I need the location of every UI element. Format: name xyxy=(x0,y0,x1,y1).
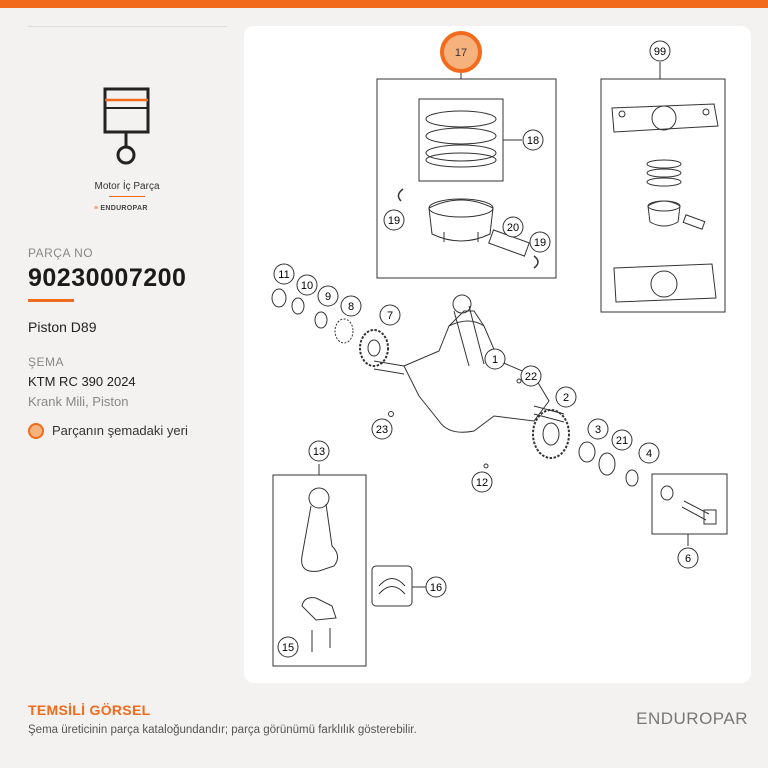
parts-diagram-panel xyxy=(244,26,751,683)
callout-1: 1 xyxy=(491,354,499,366)
brand-mark-icon: ≡ xyxy=(94,205,99,212)
category-label: Motor İç Parça xyxy=(94,181,160,192)
brand-mini-logo xyxy=(94,205,148,212)
callout-16: 16 xyxy=(429,582,443,594)
callout-23: 23 xyxy=(375,424,389,436)
brand-mini-text: ENDUROPAR xyxy=(100,205,148,212)
callout-9: 9 xyxy=(324,291,332,303)
callout-19b: 19 xyxy=(533,237,547,249)
schema-group: Krank Mili, Piston xyxy=(28,394,129,409)
callout-3: 3 xyxy=(594,424,602,436)
callout-20: 20 xyxy=(506,222,520,234)
exploded-parts-diagram xyxy=(244,26,751,683)
callout-7: 7 xyxy=(386,310,394,322)
callout-18: 18 xyxy=(526,135,540,147)
callout-8: 8 xyxy=(347,301,355,313)
piston-icon xyxy=(96,84,160,168)
part-number: 90230007200 xyxy=(28,264,187,292)
legend-text: Parçanın şemadaki yeri xyxy=(52,423,188,438)
top-accent-bar xyxy=(0,0,768,8)
header-divider xyxy=(28,26,227,27)
callout-21: 21 xyxy=(615,435,629,447)
callout-13: 13 xyxy=(312,446,326,458)
schema-label: ŞEMA xyxy=(28,355,65,369)
category-underline xyxy=(109,196,145,197)
callout-10: 10 xyxy=(300,280,314,292)
callout-22: 22 xyxy=(524,371,538,383)
representative-image-note: Şema üreticinin parça kataloğundandır; parça görünümü farklılık gösterebilir. xyxy=(28,724,417,736)
callout-15: 15 xyxy=(281,642,295,654)
part-number-underline xyxy=(28,299,74,302)
schema-model: KTM RC 390 2024 xyxy=(28,374,136,389)
legend-marker xyxy=(28,423,44,439)
callout-4: 4 xyxy=(645,448,653,460)
part-number-label: PARÇA NO xyxy=(28,246,94,260)
callout-19a: 19 xyxy=(387,215,401,227)
callout-12: 12 xyxy=(475,477,489,489)
callout-6: 6 xyxy=(684,553,692,565)
callout-2: 2 xyxy=(562,392,570,404)
representative-image-title: TEMSİLİ GÖRSEL xyxy=(28,702,151,718)
callout-17: 17 xyxy=(454,47,468,59)
brand-footer-logo: ENDUROPAR xyxy=(636,709,748,728)
callout-11: 11 xyxy=(278,269,290,281)
callout-99: 99 xyxy=(653,46,667,58)
part-name: Piston D89 xyxy=(28,319,97,335)
